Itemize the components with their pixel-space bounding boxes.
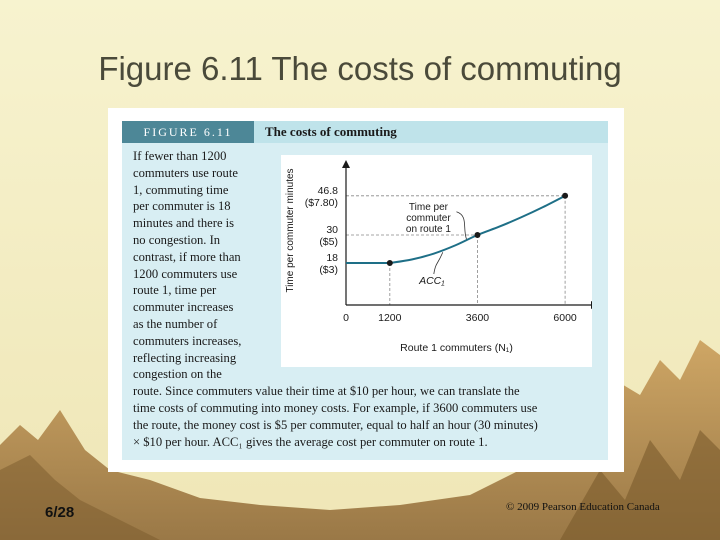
caption-line: the route, the money cost is $5 per commuter, equal to half an hour (30 minutes) — [133, 417, 538, 432]
figure-label: FIGURE 6.11 — [122, 121, 254, 143]
caption-line: minutes and there is — [133, 216, 235, 231]
caption-line: route. Since commuters value their time at $10 per hour, we can translate the — [133, 384, 520, 399]
data-point — [562, 193, 568, 199]
annotation-line: Time per — [408, 201, 449, 213]
x-tick-label: 3600 — [465, 312, 490, 324]
slide-number: 6/28 — [45, 504, 75, 521]
acc1-curve — [346, 196, 565, 263]
slide-title: Figure 6.11 The costs of commuting — [98, 50, 622, 87]
data-point — [387, 260, 393, 266]
x-tick-label: 0 — [343, 312, 349, 324]
data-point — [474, 232, 480, 238]
caption-line: commuter increases — [133, 300, 234, 315]
y-axis-arrow — [342, 160, 350, 168]
x-tick-labels — [343, 312, 577, 324]
caption-line: 1200 commuters use — [133, 266, 238, 281]
commuting-cost-chart — [281, 155, 592, 367]
annotation-line: commuter — [406, 212, 451, 224]
curve-label-leader — [434, 252, 443, 274]
y-axis-label: Time per commuter minutes — [285, 168, 296, 293]
copyright-notice: © 2009 Pearson Education Canada — [506, 501, 660, 513]
x-tick-label: 1200 — [378, 312, 402, 324]
x-axis-arrow — [591, 301, 592, 309]
caption-line: commuters use route — [133, 165, 238, 180]
caption-line: per commuter is 18 — [133, 199, 231, 214]
curve-label: ACC₁ — [419, 275, 445, 287]
y-tick-money-label: ($5) — [319, 236, 338, 248]
x-axis-label: Route 1 commuters (N₁) — [400, 342, 513, 354]
caption-line: If fewer than 1200 — [133, 149, 227, 163]
y-tick-label: 30 — [326, 224, 338, 236]
caption-line: route 1, time per — [133, 283, 217, 298]
annotation-line: on route 1 — [405, 223, 451, 235]
caption-line: contrast, if more than — [133, 249, 241, 264]
curve-annotation — [406, 202, 467, 274]
caption-line: congestion on the — [133, 367, 222, 382]
x-tick-label: 6000 — [553, 312, 577, 324]
caption-line: 1, commuting time — [133, 182, 229, 197]
caption-line: × $10 per hour. ACC₁ gives the average cost per commuter on route 1. — [133, 434, 488, 449]
y-tick-money-label: ($3) — [319, 264, 338, 276]
caption-line: time costs of commuting into money costs. For example, if 3600 commuters use — [133, 400, 538, 415]
y-tick-money-label: ($7.80) — [304, 196, 338, 209]
y-tick-label: 46.8 — [317, 184, 338, 197]
figure-title: The costs of commuting — [265, 124, 397, 139]
caption-line: reflecting increasing — [133, 350, 237, 365]
chart-axes — [342, 160, 592, 309]
y-tick-labels — [305, 185, 338, 276]
caption-line: as the number of — [133, 316, 218, 331]
y-tick-label: 18 — [326, 252, 338, 264]
caption-line: no congestion. In — [133, 232, 221, 247]
caption-line: commuters increases, — [133, 333, 242, 348]
